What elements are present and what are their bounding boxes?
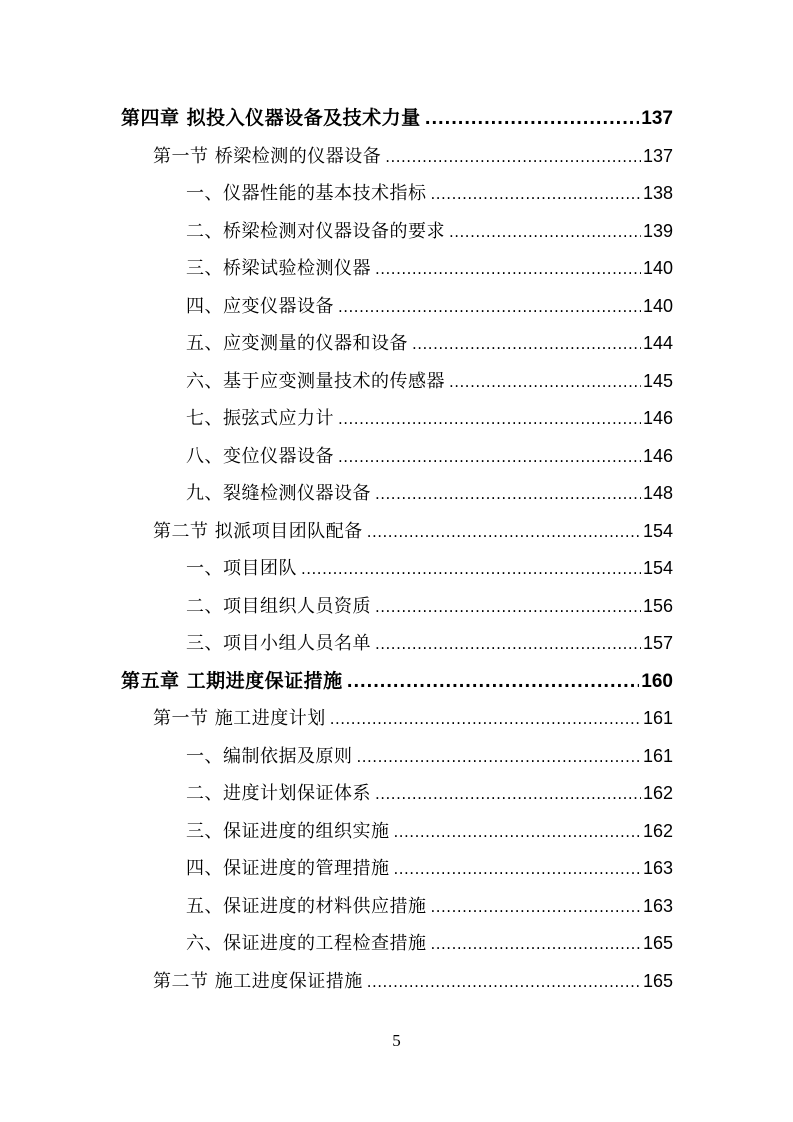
dot-leader: [347, 667, 640, 697]
dot-leader: [385, 142, 641, 172]
toc-entry[interactable]: [186, 778, 673, 808]
dot-leader: [449, 217, 641, 247]
dot-leader: [375, 592, 641, 622]
toc-entry[interactable]: [153, 966, 673, 996]
dot-leader: [367, 967, 641, 997]
toc-entry-title: 四、应变仪器设备: [186, 295, 334, 317]
dot-leader: [357, 742, 641, 772]
toc-entry-title: 三、桥梁试验检测仪器: [186, 258, 371, 279]
toc-entry-page: 161: [642, 745, 673, 766]
dot-leader: [330, 704, 641, 734]
toc-entry-title: 一、仪器性能的基本技术指标: [186, 183, 427, 204]
dot-leader: [412, 329, 641, 359]
dot-leader: [375, 254, 641, 284]
toc-entry-page: 157: [642, 633, 673, 653]
toc-entry[interactable]: [186, 441, 673, 471]
toc-entry[interactable]: [153, 141, 673, 171]
toc-entry[interactable]: [186, 853, 673, 883]
toc-entry-title: 第五章 工期进度保证措施: [121, 669, 343, 692]
dot-leader: [394, 854, 641, 884]
dot-leader: [338, 292, 641, 322]
toc-entry-title: 第四章 拟投入仪器设备及技术力量: [121, 107, 421, 129]
toc-entry[interactable]: [186, 366, 673, 396]
toc-entry-title: 第一节 桥梁检测的仪器设备: [153, 145, 382, 167]
toc-entry-title: 八、变位仪器设备: [186, 445, 334, 467]
toc-entry-page: 138: [642, 183, 673, 203]
toc-entry[interactable]: [186, 178, 673, 208]
toc-entry-title: 一、编制依据及原则: [186, 745, 353, 767]
toc-entry-title: 五、保证进度的材料供应措施: [186, 895, 427, 917]
toc-entry[interactable]: [186, 216, 673, 246]
dot-leader: [367, 517, 641, 547]
toc-entry-page: 163: [642, 858, 673, 878]
toc-entry-page: 163: [642, 895, 673, 916]
toc-entry-title: 三、保证进度的组织实施: [186, 820, 390, 842]
toc-entry[interactable]: [186, 891, 673, 921]
toc-entry-page: 165: [642, 970, 673, 991]
toc-entry-page: 156: [642, 595, 673, 616]
toc-entry[interactable]: [186, 591, 673, 621]
toc-entry-title: 第一节 施工进度计划: [153, 708, 326, 729]
toc-entry-title: 七、振弦式应力计: [186, 408, 334, 429]
toc-entry-title: 二、项目组织人员资质: [186, 595, 371, 617]
toc-entry-title: 第二节 施工进度保证措施: [153, 970, 363, 992]
toc-entry-page: 137: [642, 145, 673, 166]
toc-entry-page: 162: [642, 783, 673, 803]
toc-entry[interactable]: [121, 103, 673, 133]
dot-leader: [375, 779, 641, 809]
page-number: 5: [392, 1031, 401, 1050]
toc-entry[interactable]: [186, 928, 673, 958]
dot-leader: [394, 817, 641, 847]
toc-entry-title: 九、裂缝检测仪器设备: [186, 483, 371, 504]
toc-entry-title: 一、项目团队: [186, 558, 297, 579]
dot-leader: [431, 929, 641, 959]
toc-entry[interactable]: [186, 328, 673, 358]
dot-leader: [431, 179, 641, 209]
dot-leader: [338, 404, 641, 434]
toc-entry[interactable]: [186, 478, 673, 508]
toc-entry-page: 144: [642, 333, 673, 353]
toc-entry-page: 137: [641, 108, 673, 129]
toc-entry[interactable]: [186, 253, 673, 283]
toc-entry[interactable]: [186, 816, 673, 846]
toc-entry-page: 154: [642, 520, 673, 541]
toc-entry-title: 第二节 拟派项目团队配备: [153, 520, 363, 542]
toc-entry[interactable]: [153, 703, 673, 733]
toc-entry-page: 140: [642, 295, 673, 316]
toc-entry-page: 140: [642, 258, 673, 278]
toc-entry-page: 165: [642, 933, 673, 953]
toc-entry[interactable]: [186, 291, 673, 321]
dot-leader: [375, 479, 641, 509]
toc-entry[interactable]: [186, 553, 673, 583]
toc-entry[interactable]: [186, 628, 673, 658]
toc-entry-title: 四、保证进度的管理措施: [186, 858, 390, 879]
dot-leader: [301, 554, 641, 584]
toc-entry-page: 154: [642, 558, 673, 578]
toc-entry[interactable]: [186, 741, 673, 771]
toc-entry-page: 148: [642, 483, 673, 503]
toc-entry-page: 160: [641, 670, 673, 692]
toc-entry-page: 161: [642, 708, 673, 728]
toc-entry-title: 三、项目小组人员名单: [186, 633, 371, 654]
toc-entry[interactable]: [121, 666, 673, 696]
toc-entry-page: 139: [642, 220, 673, 241]
toc-entry[interactable]: [186, 403, 673, 433]
dot-leader: [338, 442, 641, 472]
toc-entry[interactable]: [153, 516, 673, 546]
toc-entry-page: 146: [642, 408, 673, 428]
dot-leader: [425, 104, 640, 134]
toc-entry-title: 五、应变测量的仪器和设备: [186, 333, 408, 354]
toc-entry-title: 二、桥梁检测对仪器设备的要求: [186, 220, 445, 242]
toc-entry-title: 二、进度计划保证体系: [186, 783, 371, 804]
toc-entry-title: 六、保证进度的工程检查措施: [186, 933, 427, 954]
dot-leader: [449, 367, 641, 397]
dot-leader: [431, 892, 641, 922]
toc-entry-page: 162: [642, 820, 673, 841]
dot-leader: [375, 629, 641, 659]
toc-entry-page: 145: [642, 370, 673, 391]
toc-entry-title: 六、基于应变测量技术的传感器: [186, 370, 445, 392]
toc-entry-page: 146: [642, 445, 673, 466]
